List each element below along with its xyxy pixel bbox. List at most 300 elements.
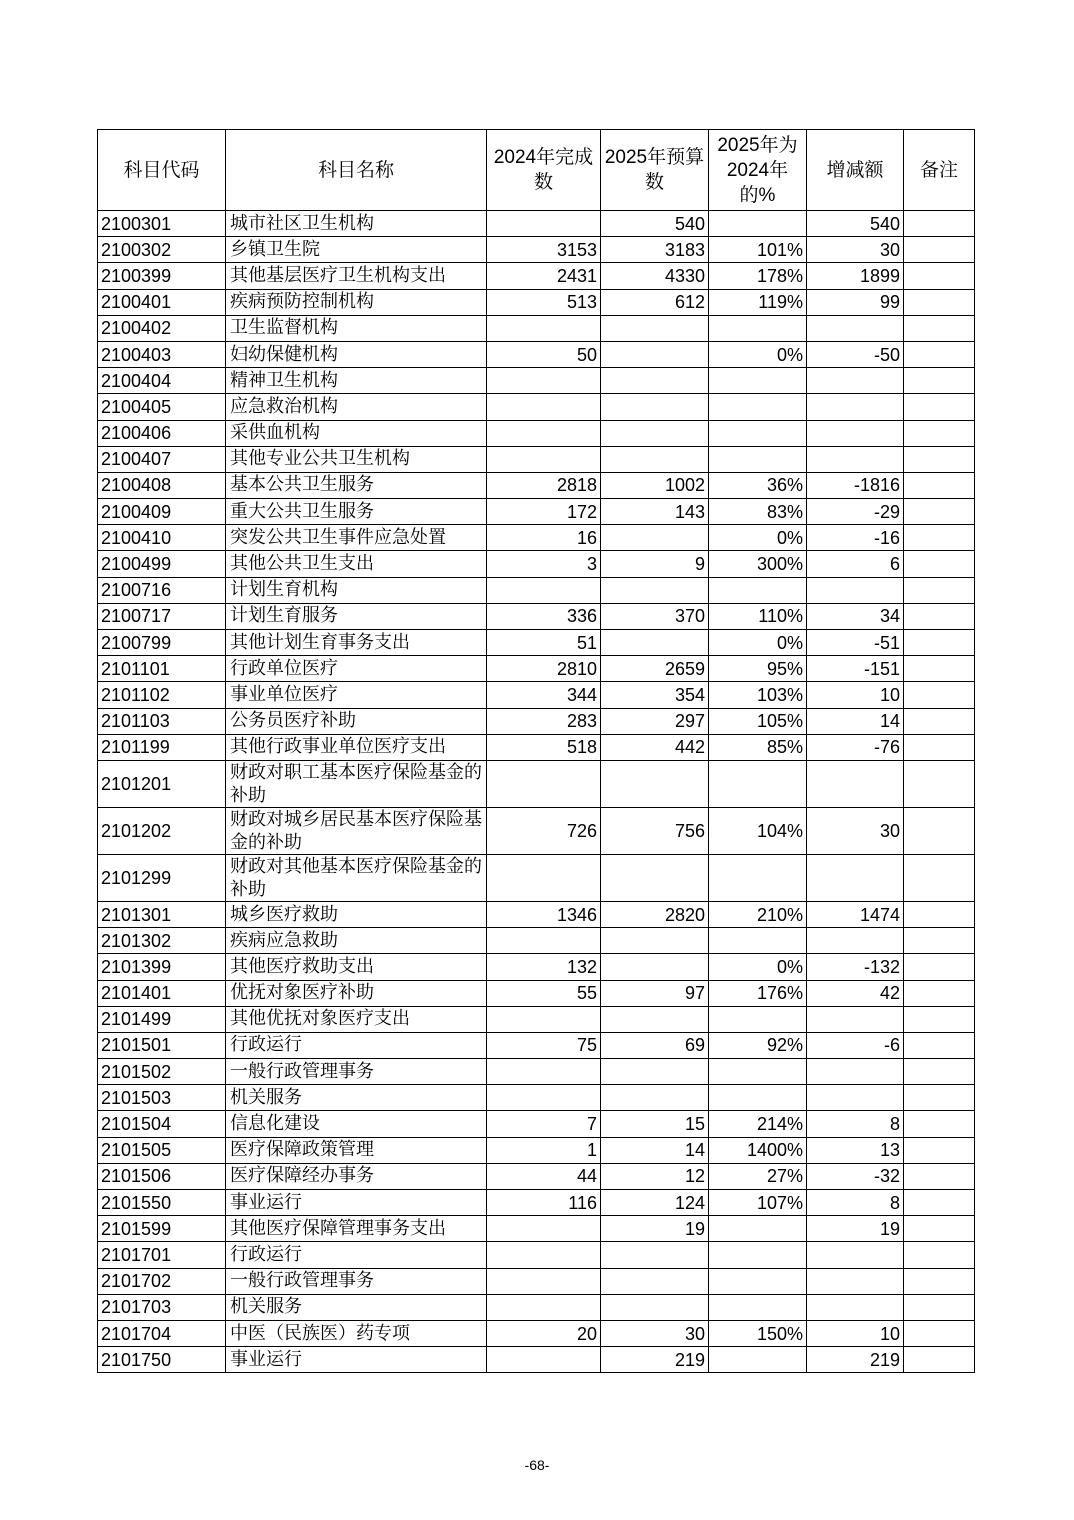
cell-budget-2025: 442: [601, 734, 709, 760]
table-header-row: [98, 130, 975, 211]
cell-name: 卫生监督机构: [226, 315, 487, 341]
cell-budget-2025: [601, 1242, 709, 1268]
cell-code: 2101702: [98, 1268, 226, 1294]
cell-ratio: [709, 211, 807, 237]
cell-ratio: [709, 760, 807, 807]
cell-name: 其他优抚对象医疗支出: [226, 1006, 487, 1032]
cell-budget-2025: [601, 341, 709, 367]
cell-done-2024: 20: [487, 1320, 601, 1346]
cell-note: [904, 1006, 975, 1032]
cell-budget-2025: [601, 854, 709, 901]
cell-done-2024: [487, 211, 601, 237]
cell-done-2024: 726: [487, 807, 601, 854]
cell-ratio: 110%: [709, 603, 807, 629]
header-ratio: 2025年为2024年的%: [709, 130, 807, 211]
cell-done-2024: [487, 928, 601, 954]
cell-note: [904, 630, 975, 656]
cell-ratio: [709, 420, 807, 446]
header-name: 科目名称: [226, 130, 487, 211]
cell-name: 采供血机构: [226, 420, 487, 446]
cell-code: 2100399: [98, 263, 226, 289]
cell-name: 应急救治机构: [226, 394, 487, 420]
cell-ratio: 27%: [709, 1163, 807, 1189]
table-row: [98, 1111, 975, 1137]
cell-budget-2025: 69: [601, 1032, 709, 1058]
cell-budget-2025: 2659: [601, 656, 709, 682]
cell-budget-2025: [601, 1294, 709, 1320]
cell-note: [904, 499, 975, 525]
table-row: [98, 1268, 975, 1294]
cell-code: 2100403: [98, 341, 226, 367]
table-body: [98, 211, 975, 1373]
cell-note: [904, 1111, 975, 1137]
cell-code: 2100799: [98, 630, 226, 656]
cell-budget-2025: 2820: [601, 901, 709, 927]
cell-done-2024: 3153: [487, 237, 601, 263]
cell-ratio: 300%: [709, 551, 807, 577]
cell-code: 2100410: [98, 525, 226, 551]
cell-name: 城市社区卫生机构: [226, 211, 487, 237]
table-row: [98, 1216, 975, 1242]
cell-note: [904, 1242, 975, 1268]
cell-ratio: [709, 394, 807, 420]
table-row: [98, 1242, 975, 1268]
cell-note: [904, 1059, 975, 1085]
cell-budget-2025: [601, 954, 709, 980]
cell-ratio: 1400%: [709, 1137, 807, 1163]
cell-budget-2025: [601, 577, 709, 603]
cell-budget-2025: 354: [601, 682, 709, 708]
cell-done-2024: [487, 577, 601, 603]
cell-note: [904, 263, 975, 289]
cell-name: 机关服务: [226, 1294, 487, 1320]
cell-code: 2100499: [98, 551, 226, 577]
cell-done-2024: [487, 1242, 601, 1268]
cell-budget-2025: [601, 1059, 709, 1085]
cell-ratio: [709, 1242, 807, 1268]
cell-done-2024: 75: [487, 1032, 601, 1058]
cell-diff: 30: [807, 807, 904, 854]
cell-budget-2025: 30: [601, 1320, 709, 1346]
cell-ratio: 104%: [709, 807, 807, 854]
table-row: [98, 1085, 975, 1111]
cell-note: [904, 1085, 975, 1111]
cell-note: [904, 211, 975, 237]
cell-diff: [807, 368, 904, 394]
cell-note: [904, 1216, 975, 1242]
table-row: [98, 734, 975, 760]
cell-note: [904, 1137, 975, 1163]
cell-diff: -29: [807, 499, 904, 525]
cell-diff: 219: [807, 1347, 904, 1373]
table-row: [98, 341, 975, 367]
cell-done-2024: 51: [487, 630, 601, 656]
cell-ratio: [709, 1268, 807, 1294]
cell-note: [904, 1320, 975, 1346]
cell-name: 事业运行: [226, 1347, 487, 1373]
cell-ratio: 95%: [709, 656, 807, 682]
table-row: [98, 928, 975, 954]
cell-budget-2025: 756: [601, 807, 709, 854]
cell-budget-2025: [601, 525, 709, 551]
cell-note: [904, 1163, 975, 1189]
cell-name: 疾病应急救助: [226, 928, 487, 954]
cell-code: 2100409: [98, 499, 226, 525]
cell-done-2024: 518: [487, 734, 601, 760]
cell-done-2024: 283: [487, 708, 601, 734]
cell-name: 财政对城乡居民基本医疗保险基金的补助: [226, 807, 487, 854]
cell-name: 城乡医疗救助: [226, 901, 487, 927]
cell-diff: [807, 315, 904, 341]
table-row: [98, 708, 975, 734]
cell-diff: 1474: [807, 901, 904, 927]
cell-code: 2100407: [98, 446, 226, 472]
cell-code: 2100404: [98, 368, 226, 394]
table-row: [98, 420, 975, 446]
cell-name: 疾病预防控制机构: [226, 289, 487, 315]
cell-budget-2025: [601, 394, 709, 420]
cell-diff: [807, 854, 904, 901]
cell-done-2024: [487, 368, 601, 394]
cell-ratio: 107%: [709, 1190, 807, 1216]
cell-name: 乡镇卫生院: [226, 237, 487, 263]
cell-note: [904, 577, 975, 603]
cell-done-2024: [487, 1059, 601, 1085]
cell-diff: [807, 394, 904, 420]
table-row: [98, 394, 975, 420]
cell-diff: [807, 1006, 904, 1032]
budget-table: [97, 129, 975, 1373]
table-row: [98, 263, 975, 289]
cell-note: [904, 420, 975, 446]
cell-name: 基本公共卫生服务: [226, 472, 487, 498]
cell-ratio: [709, 577, 807, 603]
cell-code: 2101704: [98, 1320, 226, 1346]
cell-done-2024: [487, 420, 601, 446]
table-row: [98, 368, 975, 394]
cell-budget-2025: [601, 1006, 709, 1032]
cell-name: 其他行政事业单位医疗支出: [226, 734, 487, 760]
cell-diff: 10: [807, 682, 904, 708]
cell-name: 财政对职工基本医疗保险基金的补助: [226, 760, 487, 807]
cell-diff: [807, 1242, 904, 1268]
table-row: [98, 551, 975, 577]
table-row: [98, 499, 975, 525]
cell-diff: [807, 1268, 904, 1294]
cell-budget-2025: 12: [601, 1163, 709, 1189]
cell-code: 2101703: [98, 1294, 226, 1320]
cell-done-2024: [487, 1216, 601, 1242]
cell-code: 2100717: [98, 603, 226, 629]
cell-diff: [807, 1294, 904, 1320]
cell-code: 2101599: [98, 1216, 226, 1242]
cell-done-2024: [487, 1347, 601, 1373]
cell-done-2024: [487, 315, 601, 341]
cell-budget-2025: 19: [601, 1216, 709, 1242]
table-row: [98, 954, 975, 980]
cell-done-2024: 344: [487, 682, 601, 708]
cell-diff: [807, 760, 904, 807]
cell-name: 其他专业公共卫生机构: [226, 446, 487, 472]
cell-name: 精神卫生机构: [226, 368, 487, 394]
cell-diff: [807, 928, 904, 954]
cell-diff: 8: [807, 1190, 904, 1216]
cell-diff: -50: [807, 341, 904, 367]
cell-note: [904, 525, 975, 551]
cell-done-2024: 55: [487, 980, 601, 1006]
cell-budget-2025: 297: [601, 708, 709, 734]
cell-note: [904, 1268, 975, 1294]
budget-table-container: [97, 129, 975, 1373]
cell-ratio: [709, 1294, 807, 1320]
cell-note: [904, 954, 975, 980]
cell-ratio: [709, 1006, 807, 1032]
cell-done-2024: 336: [487, 603, 601, 629]
cell-budget-2025: 4330: [601, 263, 709, 289]
cell-done-2024: 44: [487, 1163, 601, 1189]
cell-budget-2025: [601, 1085, 709, 1111]
cell-diff: [807, 420, 904, 446]
cell-code: 2100405: [98, 394, 226, 420]
cell-budget-2025: [601, 630, 709, 656]
table-row: [98, 1006, 975, 1032]
cell-ratio: [709, 368, 807, 394]
cell-done-2024: [487, 760, 601, 807]
table-row: [98, 577, 975, 603]
cell-diff: -6: [807, 1032, 904, 1058]
cell-diff: 34: [807, 603, 904, 629]
cell-code: 2101503: [98, 1085, 226, 1111]
cell-budget-2025: [601, 368, 709, 394]
cell-diff: 14: [807, 708, 904, 734]
cell-code: 2101299: [98, 854, 226, 901]
cell-code: 2101401: [98, 980, 226, 1006]
header-note: 备注: [904, 130, 975, 211]
cell-ratio: 0%: [709, 954, 807, 980]
cell-code: 2101102: [98, 682, 226, 708]
cell-note: [904, 472, 975, 498]
cell-done-2024: [487, 1268, 601, 1294]
cell-ratio: [709, 1059, 807, 1085]
cell-ratio: [709, 854, 807, 901]
cell-budget-2025: [601, 928, 709, 954]
cell-done-2024: [487, 1085, 601, 1111]
table-row: [98, 315, 975, 341]
cell-ratio: 101%: [709, 237, 807, 263]
cell-code: 2101501: [98, 1032, 226, 1058]
cell-code: 2100301: [98, 211, 226, 237]
cell-name: 行政单位医疗: [226, 656, 487, 682]
cell-code: 2101202: [98, 807, 226, 854]
cell-name: 行政运行: [226, 1242, 487, 1268]
table-row: [98, 760, 975, 807]
cell-name: 计划生育服务: [226, 603, 487, 629]
cell-diff: 30: [807, 237, 904, 263]
table-row: [98, 1163, 975, 1189]
cell-diff: 19: [807, 1216, 904, 1242]
cell-budget-2025: 1002: [601, 472, 709, 498]
table-row: [98, 980, 975, 1006]
cell-name: 医疗保障政策管理: [226, 1137, 487, 1163]
cell-done-2024: [487, 854, 601, 901]
cell-budget-2025: 97: [601, 980, 709, 1006]
cell-budget-2025: [601, 446, 709, 472]
cell-budget-2025: 143: [601, 499, 709, 525]
cell-note: [904, 341, 975, 367]
cell-code: 2101701: [98, 1242, 226, 1268]
cell-done-2024: 116: [487, 1190, 601, 1216]
header-code: 科目代码: [98, 130, 226, 211]
table-row: [98, 211, 975, 237]
cell-diff: -76: [807, 734, 904, 760]
cell-note: [904, 289, 975, 315]
cell-ratio: 210%: [709, 901, 807, 927]
cell-name: 公务员医疗补助: [226, 708, 487, 734]
cell-code: 2100401: [98, 289, 226, 315]
cell-note: [904, 1347, 975, 1373]
cell-ratio: [709, 928, 807, 954]
cell-name: 其他医疗救助支出: [226, 954, 487, 980]
cell-ratio: 83%: [709, 499, 807, 525]
cell-name: 计划生育机构: [226, 577, 487, 603]
table-row: [98, 1347, 975, 1373]
cell-name: 重大公共卫生服务: [226, 499, 487, 525]
cell-budget-2025: 9: [601, 551, 709, 577]
cell-note: [904, 237, 975, 263]
table-row: [98, 1320, 975, 1346]
table-row: [98, 656, 975, 682]
cell-note: [904, 315, 975, 341]
cell-note: [904, 854, 975, 901]
cell-note: [904, 901, 975, 927]
table-row: [98, 901, 975, 927]
cell-note: [904, 807, 975, 854]
cell-code: 2101750: [98, 1347, 226, 1373]
cell-ratio: 0%: [709, 341, 807, 367]
cell-name: 优抚对象医疗补助: [226, 980, 487, 1006]
cell-note: [904, 980, 975, 1006]
cell-diff: 99: [807, 289, 904, 315]
cell-name: 财政对其他基本医疗保险基金的补助: [226, 854, 487, 901]
cell-ratio: 85%: [709, 734, 807, 760]
cell-diff: -51: [807, 630, 904, 656]
cell-done-2024: 1: [487, 1137, 601, 1163]
cell-ratio: 103%: [709, 682, 807, 708]
cell-name: 一般行政管理事务: [226, 1268, 487, 1294]
cell-note: [904, 1032, 975, 1058]
cell-code: 2101302: [98, 928, 226, 954]
cell-ratio: 105%: [709, 708, 807, 734]
cell-name: 信息化建设: [226, 1111, 487, 1137]
cell-code: 2100408: [98, 472, 226, 498]
cell-code: 2100302: [98, 237, 226, 263]
cell-done-2024: [487, 446, 601, 472]
cell-diff: 1899: [807, 263, 904, 289]
cell-note: [904, 446, 975, 472]
cell-name: 其他医疗保障管理事务支出: [226, 1216, 487, 1242]
cell-done-2024: 16: [487, 525, 601, 551]
cell-diff: -151: [807, 656, 904, 682]
table-row: [98, 854, 975, 901]
cell-code: 2100402: [98, 315, 226, 341]
cell-done-2024: 2431: [487, 263, 601, 289]
table-row: [98, 603, 975, 629]
cell-code: 2101103: [98, 708, 226, 734]
cell-note: [904, 1294, 975, 1320]
table-row: [98, 1294, 975, 1320]
cell-diff: [807, 577, 904, 603]
cell-ratio: [709, 315, 807, 341]
cell-done-2024: 50: [487, 341, 601, 367]
header-budget-2025: 2025年预算数: [601, 130, 709, 211]
cell-diff: -132: [807, 954, 904, 980]
cell-name: 其他计划生育事务支出: [226, 630, 487, 656]
cell-note: [904, 734, 975, 760]
cell-ratio: 119%: [709, 289, 807, 315]
cell-done-2024: 2810: [487, 656, 601, 682]
cell-done-2024: [487, 1294, 601, 1320]
cell-note: [904, 551, 975, 577]
table-row: [98, 1190, 975, 1216]
cell-note: [904, 682, 975, 708]
table-row: [98, 472, 975, 498]
cell-note: [904, 394, 975, 420]
cell-name: 其他公共卫生支出: [226, 551, 487, 577]
cell-done-2024: 1346: [487, 901, 601, 927]
page-number: -68-: [524, 1457, 550, 1473]
cell-note: [904, 656, 975, 682]
cell-budget-2025: [601, 1268, 709, 1294]
cell-done-2024: [487, 394, 601, 420]
cell-name: 医疗保障经办事务: [226, 1163, 487, 1189]
cell-ratio: [709, 1085, 807, 1111]
cell-note: [904, 928, 975, 954]
cell-budget-2025: [601, 315, 709, 341]
cell-done-2024: 2818: [487, 472, 601, 498]
table-row: [98, 807, 975, 854]
table-row: [98, 682, 975, 708]
cell-name: 行政运行: [226, 1032, 487, 1058]
cell-diff: -32: [807, 1163, 904, 1189]
cell-name: 机关服务: [226, 1085, 487, 1111]
cell-code: 2100406: [98, 420, 226, 446]
cell-name: 突发公共卫生事件应急处置: [226, 525, 487, 551]
cell-code: 2101199: [98, 734, 226, 760]
cell-budget-2025: 219: [601, 1347, 709, 1373]
cell-code: 2101301: [98, 901, 226, 927]
cell-diff: -16: [807, 525, 904, 551]
cell-ratio: 92%: [709, 1032, 807, 1058]
cell-diff: 42: [807, 980, 904, 1006]
cell-ratio: 214%: [709, 1111, 807, 1137]
cell-budget-2025: 3183: [601, 237, 709, 263]
table-row: [98, 525, 975, 551]
cell-done-2024: [487, 1006, 601, 1032]
cell-done-2024: 132: [487, 954, 601, 980]
header-diff: 增减额: [807, 130, 904, 211]
table-row: [98, 1137, 975, 1163]
cell-done-2024: 3: [487, 551, 601, 577]
cell-budget-2025: 124: [601, 1190, 709, 1216]
cell-name: 中医（民族医）药专项: [226, 1320, 487, 1346]
cell-budget-2025: 15: [601, 1111, 709, 1137]
cell-budget-2025: 612: [601, 289, 709, 315]
cell-diff: -1816: [807, 472, 904, 498]
cell-ratio: [709, 446, 807, 472]
cell-ratio: 0%: [709, 630, 807, 656]
cell-ratio: 150%: [709, 1320, 807, 1346]
table-row: [98, 1032, 975, 1058]
